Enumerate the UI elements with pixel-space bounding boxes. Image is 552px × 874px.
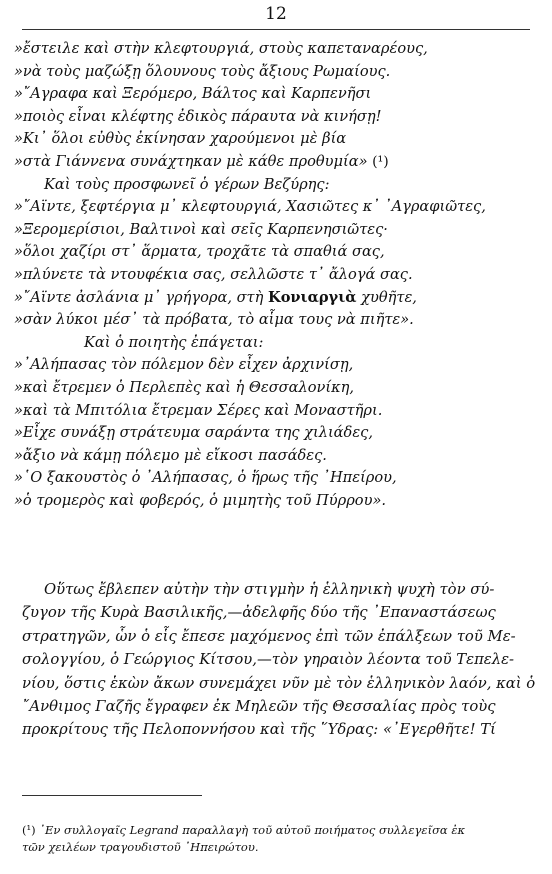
header-rule — [22, 29, 530, 30]
footnote-number: (¹) — [22, 823, 36, 837]
verse-line: »Κι᾿ ὅλοι εὐθὺς ἐκίνησαν χαρούμενοι μὲ βία — [14, 130, 347, 148]
prose-line: σολογγίου, ὁ Γεώργιος Κίτσου,—τὸν γηραιὸν λέοντα τοῦ Τεπελε- — [22, 651, 515, 669]
footnote-rule — [22, 795, 202, 796]
verse-line: »καὶ ἔτρεμεν ὁ Περλεπὲς καὶ ἡ Θεσσαλονίκη, — [14, 378, 355, 396]
verse-intro-line: Καὶ ὁ ποιητὴς ἐπάγεται: — [84, 333, 264, 351]
verse-line: »῾Ο ξακουστὸς ὁ ᾿Αλήπασας, ὁ ἥρως τῆς ᾿Ηπείρου, — [14, 469, 397, 487]
footnote-reference: (¹) — [372, 153, 389, 170]
verse-line — [14, 287, 539, 310]
verse-line-tail: χυθῆτε, — [356, 288, 417, 306]
footnote-line: τῶν χειλέων τραγουδιστοῦ ᾿Ηπειρώτου. — [22, 840, 259, 854]
verse-line: »ὅλοι χαζίρι στ᾿ ἅρματα, τροχᾶτε τὰ σπαθιά σας, — [14, 243, 385, 261]
verse-line: »Εἶχε συνάξῃ στράτευμα σαράντα της χιλιάδες, — [14, 424, 373, 442]
prose-line: προκρίτους τῆς Πελοποννήσου καὶ τῆς ῞Υδρας: «᾿Εγερθῆτε! Τί — [22, 721, 496, 739]
page-number: 12 — [265, 4, 287, 24]
verse-line: »ἔστειλε καὶ στὴν κλεφτουργιά, στοὺς καπεταναρέους, — [14, 40, 428, 57]
verse-line-text: »στὰ Γιάννενα συνάχτηκαν μὲ κάθε προθυμία» — [14, 152, 368, 170]
verse-line: »῎Αϊντε, ξεφτέργια μ᾿ κλεφτουργιά, Χασιῶτες κ᾿ ᾿Αγραφιῶτες, — [14, 198, 486, 216]
verse-block — [14, 38, 539, 512]
prose-paragraph — [22, 578, 536, 742]
prose-line: ζυγον τῆς Κυρὰ Βασιλικῆς,—ἀδελφῆς δύο τῆς ᾿Επαναστάσεως — [22, 604, 496, 622]
verse-line — [14, 151, 539, 174]
footnote — [22, 822, 542, 856]
prose-line: στρατηγῶν, ὧν ὁ εἷς ἔπεσε μαχόμενος ἐπὶ τῶν ἐπάλξεων τοῦ Με- — [22, 627, 516, 645]
prose-line: νίου, ὅστις ἑκὼν ἄκων συνεμάχει νῦν μὲ τὸν ἑλληνικὸν λαόν, καὶ ὁ — [22, 674, 536, 692]
footnote-line — [22, 822, 542, 839]
verse-line: »καὶ τὰ Μπιτόλια ἔτρεμαν Σέρες καὶ Μοναστῆρι. — [14, 401, 383, 419]
prose-line: ῎Ανθιμος Γαζῆς ἔγραφεν ἐκ Μηλεῶν τῆς Θεσσαλίας πρὸς τοὺς — [22, 697, 496, 715]
prose-line: Οὕτως ἔβλεπεν αὐτὴν τὴν στιγμὴν ἡ ἑλληνικὴ ψυχὴ τὸν σύ- — [44, 581, 495, 598]
verse-line: »᾿Αλήπασας τὸν πόλεμον δὲν εἶχεν ἀρχινίσῃ, — [14, 356, 354, 374]
verse-line: »πλύνετε τὰ ντουφέκια σας, σελλῶστε τ᾿ ἄλογά σας. — [14, 265, 413, 283]
footnote-text: ᾿Εν συλλογαῖς Legrand παραλλαγὴ τοῦ αὐτοῦ ποιήματος συλλεγεῖσα ἐκ — [39, 823, 466, 837]
verse-line: »νὰ τοὺς μαζώξῃ ὅλουνους τοὺς ἄξιους Ρωμαίους. — [14, 62, 391, 80]
verse-line: »ὁ τρομερὸς καὶ φοβερός, ὁ μιμητὴς τοῦ Πύρρου». — [14, 491, 387, 509]
verse-line: »῎Αγραφα καὶ Ξερόμερο, Βάλτος καὶ Καρπενῆσι — [14, 85, 372, 103]
verse-line: »Ξερομερίσιοι, Βαλτινοὶ καὶ σεῖς Καρπενησιῶτες· — [14, 220, 388, 238]
verse-line: »ποιὸς εἶναι κλέφτης ἐδικὸς πάραυτα νὰ κινήσῃ! — [14, 107, 382, 125]
verse-line: »ἄξιο νὰ κάμῃ πόλεμο μὲ εἴκοσι πασάδες. — [14, 446, 327, 464]
verse-line: »σὰν λύκοι μέσ᾿ τὰ πρόβατα, τὸ αἷμα τους νὰ πιῆτε». — [14, 311, 414, 329]
verse-line-text: »῎Αϊντε ἀσλάνια μ᾿ γρήγορα, στὴ — [14, 288, 269, 306]
verse-intro-line: Καὶ τοὺς προσφωνεῖ ὁ γέρων Βεζύρης: — [44, 175, 330, 193]
bold-word: Κονιαργιὰ — [268, 288, 357, 306]
